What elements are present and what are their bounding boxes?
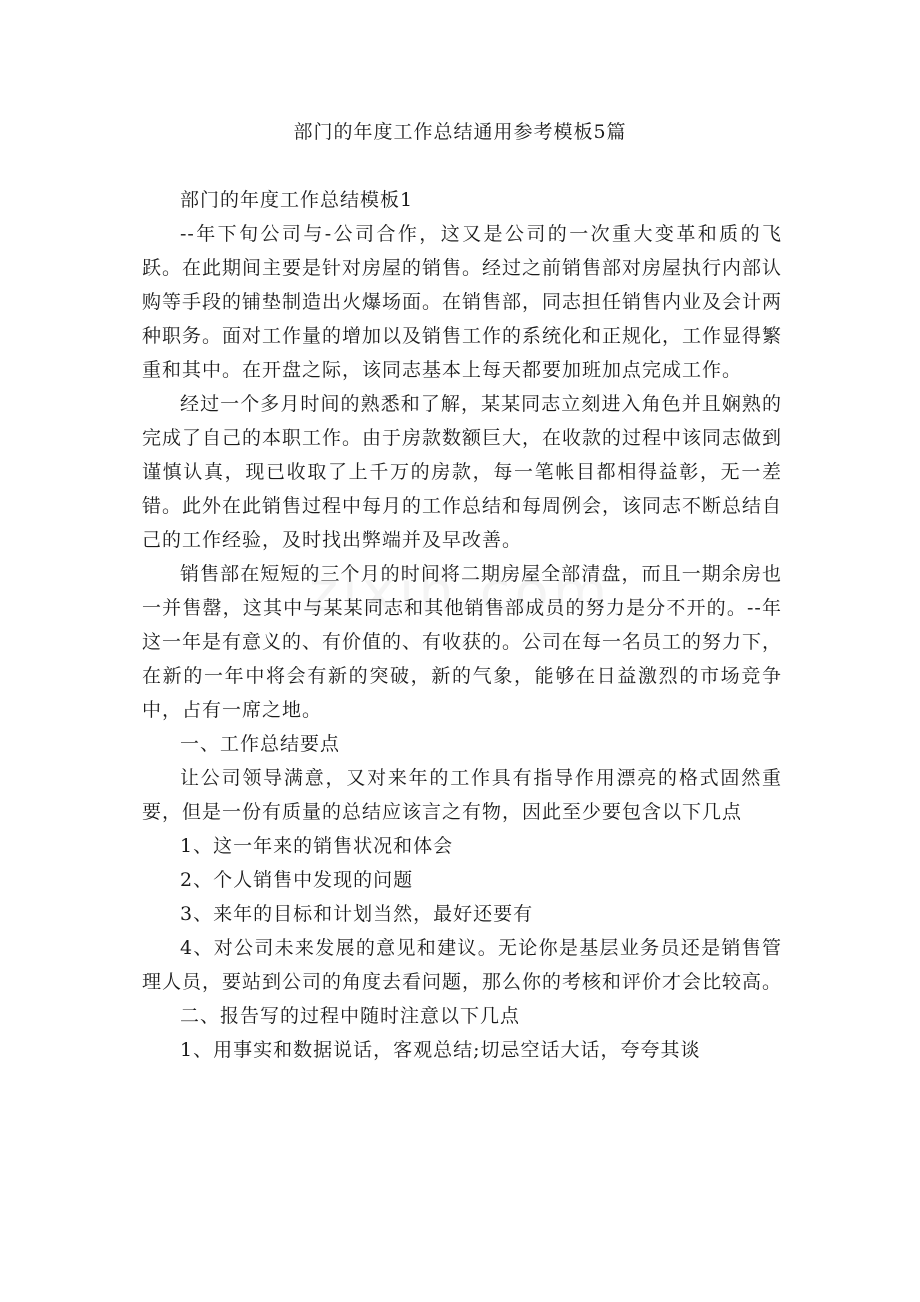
document-title: 部门的年度工作总结通用参考模板5篇 — [293, 121, 627, 143]
section-heading: 部门的年度工作总结模板1 — [180, 189, 414, 211]
list-item: 3、来年的目标和计划当然，最好还要有 — [180, 903, 534, 925]
section-heading: 一、工作总结要点 — [180, 733, 341, 755]
list-item: 2、个人销售中发现的问题 — [180, 869, 414, 891]
paragraph: 经过一个多月时间的熟悉和了解，某某同志立刻进入角色并且娴熟的完成了自己的本职工作。由于房款数额巨大，在收款的过程中该同志做到谨慎认真，现已收取了上千万的房款，每一笔帐目都相得益彰，无一差错。此外在此销售过程中每月的工作总结和每周例会，该同志不断总结自己的工作经验，及时找出弊端并及早改善。 — [142, 393, 783, 551]
paragraph: 让公司领导满意，又对来年的工作具有指导作用漂亮的格式固然重要，但是一份有质量的总结应该言之有物，因此至少要包含以下几点 — [142, 767, 782, 823]
document-body — [142, 183, 782, 1067]
section-heading: 二、报告写的过程中随时注意以下几点 — [180, 1005, 521, 1027]
list-item: 4、对公司未来发展的意见和建议。无论你是基层业务员还是销售管理人员，要站到公司的角度去看问题，那么你的考核和评价才会比较高。 — [142, 937, 783, 993]
list-item: 1、用事实和数据说话，客观总结;切忌空话大话，夸夸其谈 — [180, 1039, 701, 1061]
paragraph: --年下旬公司与-公司合作，这又是公司的一次重大变革和质的飞跃。在此期间主要是针对房屋的销售。经过之前销售部对房屋执行内部认购等手段的铺垫制造出火爆场面。在销售部，同志担任销售内业及会计两种职务。面对工作量的增加以及销售工作的系统化和正规化，工作显得繁重和其中。在开盘之际，该同志基本上每天都要加班加点完成工作。 — [142, 223, 783, 381]
list-item: 1、这一年来的销售状况和体会 — [180, 835, 454, 857]
paragraph: 销售部在短短的三个月的时间将二期房屋全部清盘，而且一期余房也一并售罄，这其中与某某同志和其他销售部成员的努力是分不开的。--年这一年是有意义的、有价值的、有收获的。公司在每一名员工的努力下，在新的一年中将会有新的突破，新的气象，能够在日益激烈的市场竞争中，占有一席之地。 — [142, 563, 783, 721]
